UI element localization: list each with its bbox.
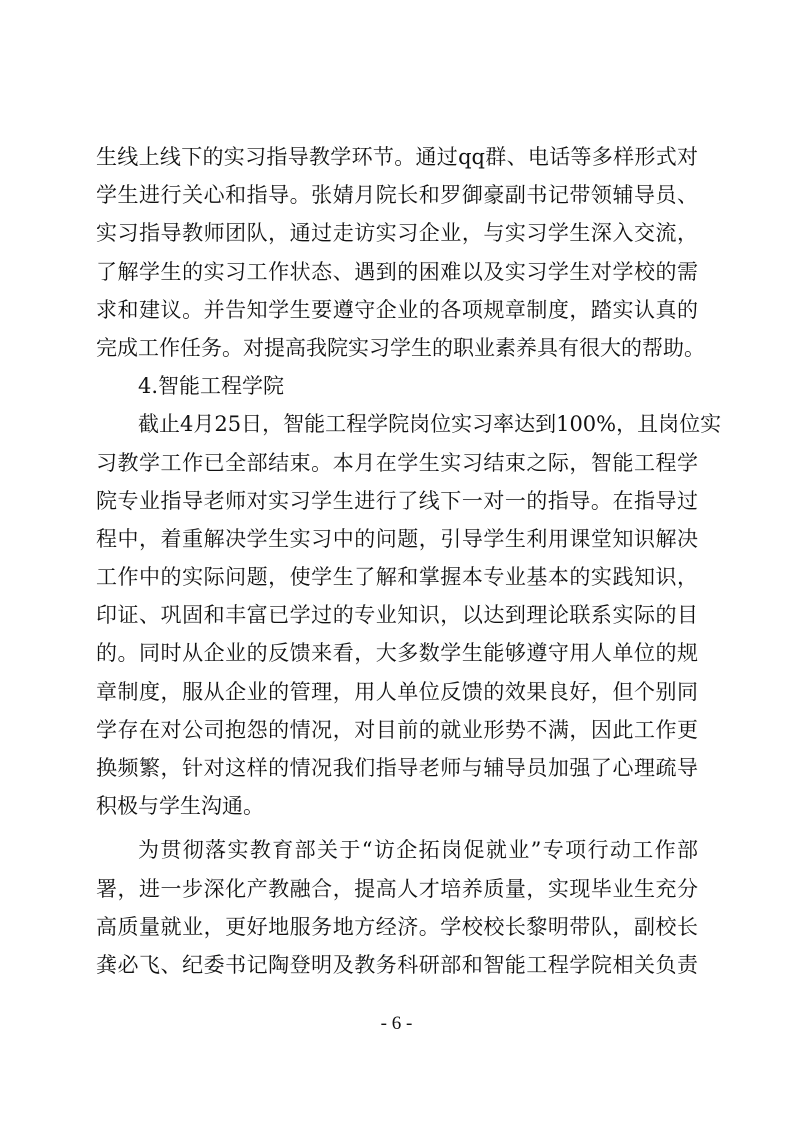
text-line: 学存在对公司抱怨的情况，对目前的就业形势不满，因此工作更 [96,717,698,742]
paragraph [96,138,705,367]
text-line: 习教学工作已全部结束。本月在学生实习结束之际，智能工程学 [96,450,698,475]
text-line: 署，进一步深化产教融合，提高人才培养质量，实现毕业生充分 [96,876,698,901]
document-body [96,138,722,984]
text-line: 积极与学生沟通。 [96,794,264,819]
text-line: 龚必飞、纪委书记陶登明及教务科研部和智能工程学院相关负责 [96,952,698,977]
text-line: 实习指导教师团队，通过走访实习企业，与实习学生深入交流， [96,221,698,246]
text-line: 学生进行关心和指导。张婧月院长和罗御豪副书记带领辅导员、 [96,183,698,208]
page-number: - 6 - [380,1013,413,1034]
text-line: 完成工作任务。对提高我院实习学生的职业素养具有很大的帮助。 [96,335,705,360]
section-heading: 4.智能工程学院 [138,374,285,399]
text-line: 换频繁，针对这样的情况我们指导老师与辅导员加强了心理疏导 [96,756,698,780]
paragraph [96,831,698,984]
text-line: 工作中的实际问题，使学生了解和掌握本专业基本的实践知识， [96,565,698,590]
text-line: 生线上线下的实习指导教学环节。通过qq群、电话等多样形式对 [96,145,698,169]
paragraph [96,405,722,825]
text-line: 印证、巩固和丰富已学过的专业知识，以达到理论联系实际的目 [96,603,698,628]
text-line: 程中，着重解决学生实习中的问题，引导学生利用课堂知识解决 [96,526,698,551]
text-line: 求和建议。并告知学生要遵守企业的各项规章制度，踏实认真的 [96,297,698,322]
text-line: 章制度，服从企业的管理，用人单位反馈的效果良好，但个别同 [96,679,698,704]
text-line: 的。同时从企业的反馈来看，大多数学生能够遵守用人单位的规 [96,641,698,666]
text-line: 为贯彻落实教育部关于“访企拓岗促就业”专项行动工作部 [138,838,698,863]
text-line: 院专业指导老师对实习学生进行了线下一对一的指导。在指导过 [96,488,698,513]
text-line: 了解学生的实习工作状态、遇到的困难以及实习学生对学校的需 [96,259,698,284]
text-line: 高质量就业，更好地服务地方经济。学校校长黎明带队，副校长 [96,914,698,939]
text-line: 截止4月25日，智能工程学院岗位实习率达到100%，且岗位实 [138,412,722,437]
